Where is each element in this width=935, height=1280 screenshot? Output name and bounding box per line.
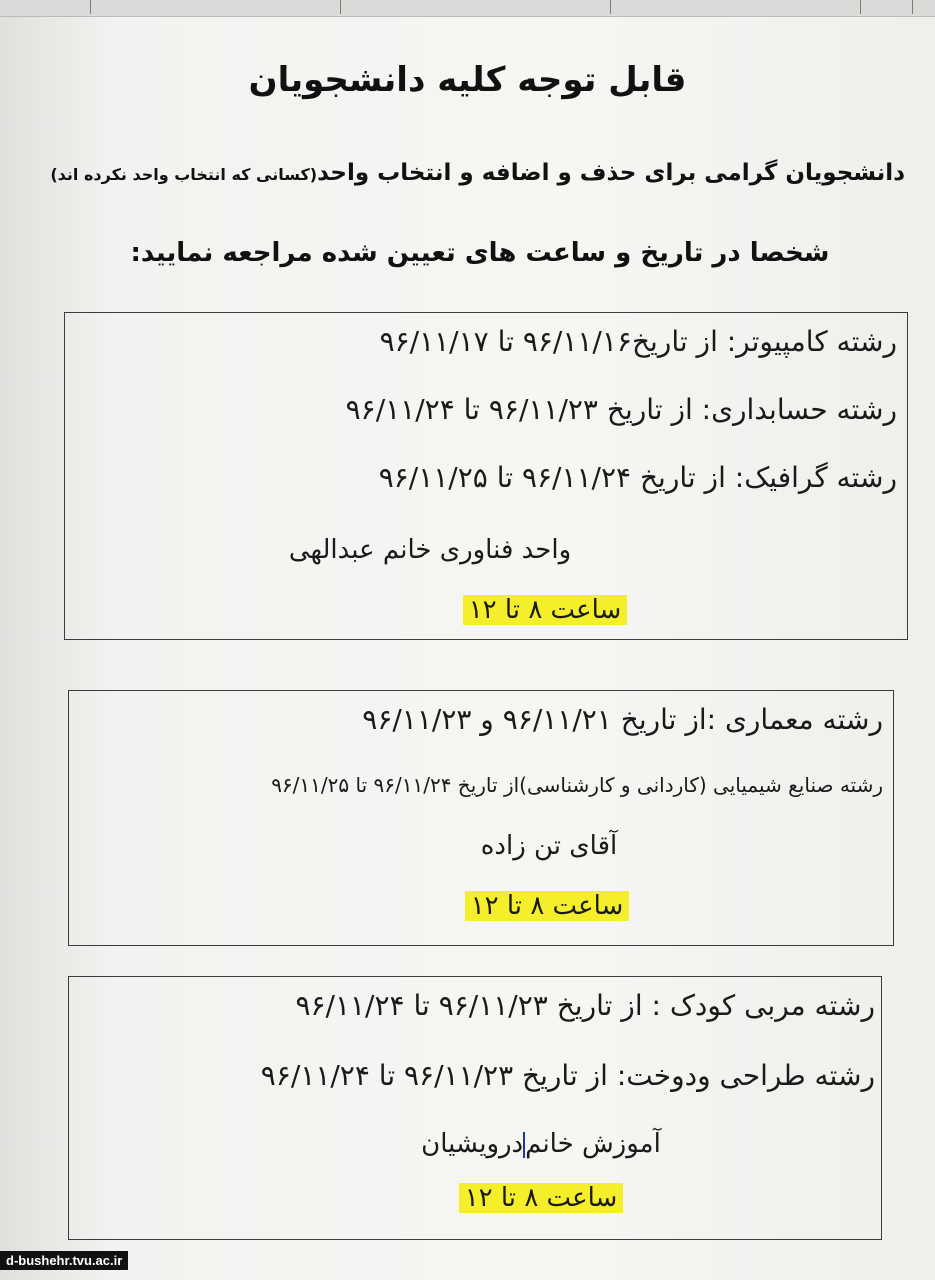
contact-person: آقای تن زاده	[480, 831, 618, 861]
office-hours	[69, 1183, 935, 1213]
contact-person: واحد فناوری خانم عبدالهی	[288, 535, 572, 565]
top-ruler	[0, 0, 935, 17]
subtitle-main: دانشجویان گرامی برای حذف و اضافه و انتخاب واحد	[317, 160, 905, 186]
ruler-tick	[610, 0, 611, 14]
contact-title: آموزش خانم	[525, 1129, 661, 1159]
ruler-tick	[90, 0, 91, 14]
schedule-line: رشته طراحی ودوخت: از تاریخ ۹۶/۱۱/۲۳ تا ۹۶/۱۱/۲۴	[260, 1059, 875, 1092]
instruction-text: شخصا در تاریخ و ساعت های تعیین شده مراجعه نمایید:	[130, 238, 830, 268]
site-watermark: d-bushehr.tvu.ac.ir	[0, 1251, 128, 1270]
office-hours	[65, 595, 935, 625]
office-hours-highlight: ساعت ۸ تا ۱۲	[463, 595, 628, 625]
schedule-line: رشته کامپیوتر: از تاریخ۹۶/۱۱/۱۶ تا ۹۶/۱۱/۱۷	[379, 325, 897, 358]
ruler-tick	[860, 0, 861, 14]
contact-person	[69, 1129, 935, 1159]
schedule-box-3	[68, 976, 882, 1240]
schedule-box-1	[64, 312, 908, 640]
office-hours	[69, 891, 935, 921]
ruler-tick	[340, 0, 341, 14]
schedule-line: رشته معماری :از تاریخ ۹۶/۱۱/۲۱ و ۹۶/۱۱/۲۳	[362, 703, 883, 736]
subtitle-note: (کسانی که انتخاب واحد نکرده اند)	[50, 165, 318, 184]
schedule-line: رشته مربی کودک : از تاریخ ۹۶/۱۱/۲۳ تا ۹۶/۱۱/۲۴	[295, 989, 875, 1022]
contact-name: درویشیان	[421, 1129, 524, 1159]
page-title: قابل توجه کلیه دانشجویان	[248, 60, 687, 100]
office-hours-highlight: ساعت ۸ تا ۱۲	[459, 1183, 624, 1213]
schedule-line: رشته صنایع شیمیایی (کاردانی و کارشناسی)از تاریخ ۹۶/۱۱/۲۴ تا ۹۶/۱۱/۲۵	[271, 773, 883, 797]
page-subtitle	[50, 160, 905, 186]
office-hours-highlight: ساعت ۸ تا ۱۲	[465, 891, 630, 921]
schedule-line: رشته گرافیک: از تاریخ ۹۶/۱۱/۲۴ تا ۹۶/۱۱/۲۵	[378, 461, 897, 494]
ruler-tick	[912, 0, 913, 14]
schedule-line: رشته حسابداری: از تاریخ ۹۶/۱۱/۲۳ تا ۹۶/۱۱/۲۴	[345, 393, 897, 426]
schedule-box-2	[68, 690, 894, 946]
